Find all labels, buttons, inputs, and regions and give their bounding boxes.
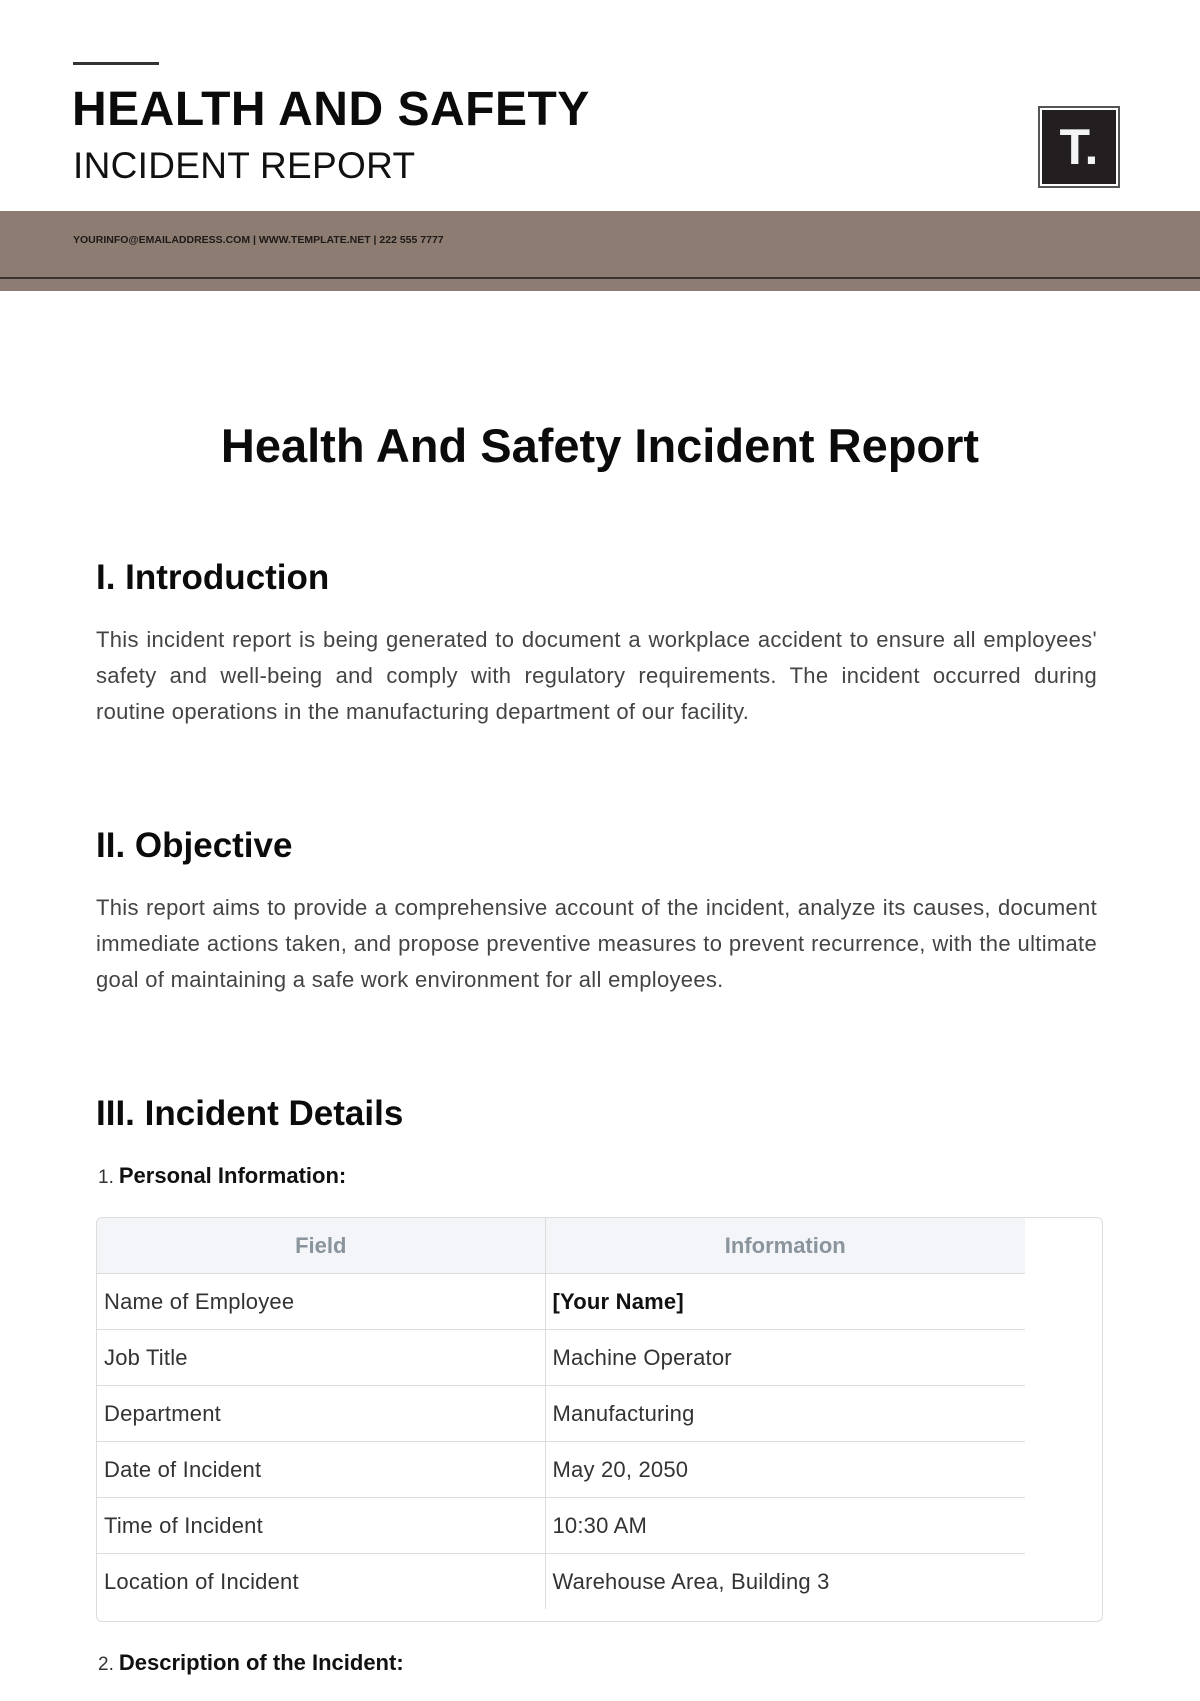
field-cell: Time of Incident xyxy=(97,1498,545,1554)
subsection-description xyxy=(98,1650,404,1676)
list-number: 1. xyxy=(98,1167,114,1188)
logo xyxy=(1038,106,1120,188)
information-cell: Machine Operator xyxy=(545,1330,1025,1386)
header-rule xyxy=(73,62,159,65)
table-row xyxy=(97,1498,1025,1554)
brand-subtitle: INCIDENT REPORT xyxy=(73,145,416,186)
band-divider xyxy=(0,277,1200,279)
field-cell: Date of Incident xyxy=(97,1442,545,1498)
section-heading-incident-details: III. Incident Details xyxy=(96,1094,404,1133)
list-number: 2. xyxy=(98,1654,114,1675)
table-row xyxy=(97,1442,1025,1498)
subsection-personal-information xyxy=(98,1163,346,1189)
information-cell: May 20, 2050 xyxy=(545,1442,1025,1498)
column-header-field: Field xyxy=(97,1218,545,1274)
introduction-paragraph: This incident report is being generated to document a workplace accident to ensure all employees' safety and well-being and comply with regulatory requirements. The incident occurred during routine operations in the manufacturing department of our facility. xyxy=(96,627,1097,724)
table-row xyxy=(97,1274,1025,1330)
field-cell: Job Title xyxy=(97,1330,545,1386)
table-row xyxy=(97,1330,1025,1386)
contact-band xyxy=(0,211,1200,291)
table-row xyxy=(97,1386,1025,1442)
subsection-label: Personal Information: xyxy=(118,1163,347,1188)
section-heading-objective: II. Objective xyxy=(96,826,293,865)
subsection-label: Description of the Incident: xyxy=(118,1650,404,1675)
information-cell: [Your Name] xyxy=(545,1274,1025,1330)
field-cell: Location of Incident xyxy=(97,1554,545,1610)
objective-paragraph: This report aims to provide a comprehensive account of the incident, analyze its causes, document immediate actions taken, and propose preventive measures to prevent recurrence, with the ultimate goal of maintaining a safe work environment for all employees. xyxy=(96,895,1097,992)
field-cell: Name of Employee xyxy=(97,1274,545,1330)
contact-info: YOURINFO@EMAILADDRESS.COM | WWW.TEMPLATE.NET | 222 555 7777 xyxy=(73,234,444,246)
personal-information-table xyxy=(96,1217,1103,1622)
brand-title: HEALTH AND SAFETY xyxy=(72,83,590,136)
table-row xyxy=(97,1554,1025,1610)
logo-icon: T. xyxy=(1042,110,1116,184)
document-title: Health And Safety Incident Report xyxy=(220,419,980,472)
table-header-row xyxy=(97,1218,1025,1274)
column-header-information: Information xyxy=(545,1218,1025,1274)
information-cell: 10:30 AM xyxy=(545,1498,1025,1554)
section-heading-introduction: I. Introduction xyxy=(96,558,330,597)
information-cell: Manufacturing xyxy=(545,1386,1025,1442)
information-cell: Warehouse Area, Building 3 xyxy=(552,1568,830,1594)
field-cell: Department xyxy=(97,1386,545,1442)
